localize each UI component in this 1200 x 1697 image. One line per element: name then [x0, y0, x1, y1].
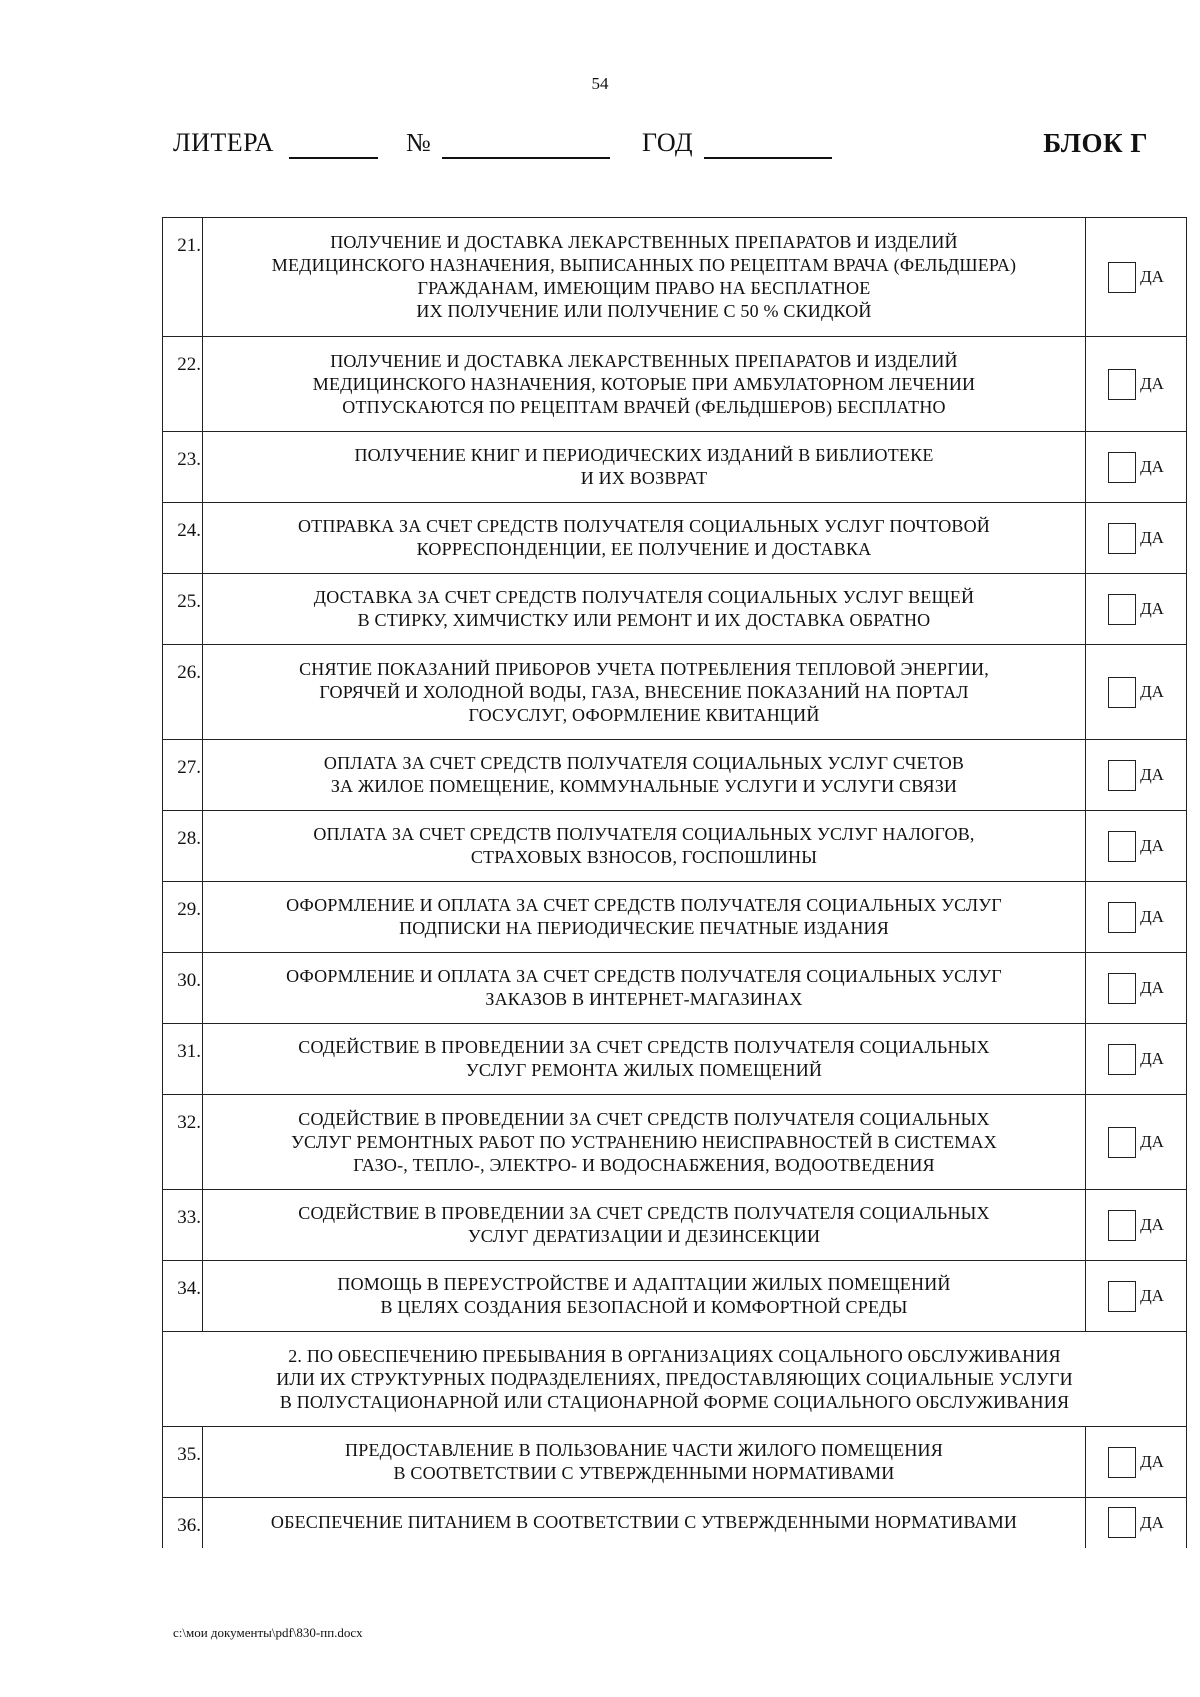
yes-cell	[1086, 1190, 1187, 1261]
block-label: БЛОК Г	[1043, 128, 1148, 158]
yes-checkbox[interactable]	[1108, 523, 1136, 554]
yes-label: ДА	[1140, 1215, 1164, 1234]
service-description	[203, 1261, 1086, 1332]
row-number: 22.	[163, 337, 203, 432]
yes-checkbox[interactable]	[1108, 677, 1136, 708]
service-description	[203, 882, 1086, 953]
yes-label: ДА	[1140, 836, 1164, 855]
row-number: 33.	[163, 1190, 203, 1261]
service-description-line: ПОЛУЧЕНИЕ И ДОСТАВКА ЛЕКАРСТВЕННЫХ ПРЕПАРАТОВ И ИЗДЕЛИЙ	[330, 350, 958, 371]
row-number: 26.	[163, 645, 203, 740]
litera-field[interactable]	[289, 157, 378, 159]
yes-cell	[1086, 432, 1187, 503]
service-description-line: ГРАЖДАНАМ, ИМЕЮЩИМ ПРАВО НА БЕСПЛАТНОЕ	[417, 278, 871, 298]
yes-cell	[1086, 1498, 1187, 1548]
service-description-line: ОТПРАВКА ЗА СЧЕТ СРЕДСТВ ПОЛУЧАТЕЛЯ СОЦИАЛЬНЫХ УСЛУГ ПОЧТОВОЙ	[297, 516, 991, 536]
service-row	[163, 1190, 1187, 1261]
service-description	[203, 337, 1086, 432]
service-row	[163, 1427, 1187, 1498]
service-description-line: ГОСУСЛУГ, ОФОРМЛЕНИЕ КВИТАНЦИЙ	[468, 704, 820, 725]
yes-option[interactable]	[1086, 1210, 1186, 1241]
yes-option[interactable]	[1086, 1281, 1186, 1312]
yes-checkbox[interactable]	[1108, 831, 1136, 862]
year-field[interactable]	[704, 157, 832, 159]
service-description	[203, 645, 1086, 740]
service-description	[203, 1024, 1086, 1095]
yes-cell	[1086, 503, 1187, 574]
row-number: 27.	[163, 740, 203, 811]
row-number: 30.	[163, 953, 203, 1024]
yes-checkbox[interactable]	[1108, 262, 1136, 293]
service-row	[163, 218, 1187, 337]
number-label: №	[406, 128, 432, 157]
yes-label: ДА	[1140, 682, 1164, 701]
service-description	[203, 1190, 1086, 1261]
service-description-line: ОТПУСКАЮТСЯ ПО РЕЦЕПТАМ ВРАЧЕЙ (ФЕЛЬДШЕРОВ) БЕСПЛАТНО	[342, 396, 946, 417]
yes-cell	[1086, 1024, 1187, 1095]
row-number: 31.	[163, 1024, 203, 1095]
service-description-line: И ИХ ВОЗВРАТ	[580, 468, 708, 488]
yes-checkbox[interactable]	[1108, 973, 1136, 1004]
service-description-line: СОДЕЙСТВИЕ В ПРОВЕДЕНИИ ЗА СЧЕТ СРЕДСТВ ПОЛУЧАТЕЛЯ СОЦИАЛЬНЫХ	[298, 1037, 990, 1057]
service-row	[163, 337, 1187, 432]
service-description	[203, 1095, 1086, 1190]
service-description-line: УСЛУГ РЕМОНТНЫХ РАБОТ ПО УСТРАНЕНИЮ НЕИСПРАВНОСТЕЙ В СИСТЕМАХ	[291, 1131, 997, 1152]
yes-option[interactable]	[1086, 369, 1186, 400]
yes-cell	[1086, 1095, 1187, 1190]
yes-option[interactable]	[1086, 594, 1186, 625]
yes-label: ДА	[1140, 528, 1164, 547]
service-description-line: СОДЕЙСТВИЕ В ПРОВЕДЕНИИ ЗА СЧЕТ СРЕДСТВ ПОЛУЧАТЕЛЯ СОЦИАЛЬНЫХ	[298, 1108, 990, 1129]
service-description-line: ЗА ЖИЛОЕ ПОМЕЩЕНИЕ, КОММУНАЛЬНЫЕ УСЛУГИ И УСЛУГИ СВЯЗИ	[330, 776, 958, 796]
row-number: 35.	[163, 1427, 203, 1498]
yes-label: ДА	[1140, 457, 1164, 476]
yes-option[interactable]	[1086, 760, 1186, 791]
service-description-line: В ЦЕЛЯХ СОЗДАНИЯ БЕЗОПАСНОЙ И КОМФОРТНОЙ СРЕДЫ	[380, 1297, 908, 1317]
page-number: 54	[591, 74, 609, 93]
yes-option[interactable]	[1086, 973, 1186, 1004]
service-row	[163, 432, 1187, 503]
yes-option[interactable]	[1086, 523, 1186, 554]
yes-option[interactable]	[1086, 1507, 1186, 1538]
yes-cell	[1086, 1427, 1187, 1498]
yes-label: ДА	[1140, 907, 1164, 926]
service-description-line: КОРРЕСПОНДЕНЦИИ, ЕЕ ПОЛУЧЕНИЕ И ДОСТАВКА	[416, 539, 872, 559]
row-number: 28.	[163, 811, 203, 882]
yes-label: ДА	[1140, 1132, 1164, 1151]
section-heading	[163, 1332, 1187, 1427]
service-description-line: ОФОРМЛЕНИЕ И ОПЛАТА ЗА СЧЕТ СРЕДСТВ ПОЛУЧАТЕЛЯ СОЦИАЛЬНЫХ УСЛУГ	[286, 895, 1002, 915]
yes-checkbox[interactable]	[1108, 902, 1136, 933]
service-description-line: МЕДИЦИНСКОГО НАЗНАЧЕНИЯ, КОТОРЫЕ ПРИ АМБУЛАТОРНОМ ЛЕЧЕНИИ	[312, 373, 976, 394]
service-description-line: ОПЛАТА ЗА СЧЕТ СРЕДСТВ ПОЛУЧАТЕЛЯ СОЦИАЛЬНЫХ УСЛУГ НАЛОГОВ,	[313, 824, 975, 844]
service-description	[203, 953, 1086, 1024]
service-description-line: СНЯТИЕ ПОКАЗАНИЙ ПРИБОРОВ УЧЕТА ПОТРЕБЛЕНИЯ ТЕПЛОВОЙ ЭНЕРГИИ,	[299, 658, 989, 679]
service-description	[203, 432, 1086, 503]
service-row	[163, 953, 1187, 1024]
service-row	[163, 1095, 1187, 1190]
yes-checkbox[interactable]	[1108, 1044, 1136, 1075]
service-description-line: ЗАКАЗОВ В ИНТЕРНЕТ-МАГАЗИНАХ	[485, 989, 803, 1009]
service-description-line: СОДЕЙСТВИЕ В ПРОВЕДЕНИИ ЗА СЧЕТ СРЕДСТВ ПОЛУЧАТЕЛЯ СОЦИАЛЬНЫХ	[298, 1203, 990, 1223]
yes-option[interactable]	[1086, 262, 1186, 293]
service-description-line: СТРАХОВЫХ ВЗНОСОВ, ГОСПОШЛИНЫ	[470, 847, 818, 867]
yes-label: ДА	[1140, 1452, 1164, 1471]
yes-cell	[1086, 1261, 1187, 1332]
service-row	[163, 574, 1187, 645]
yes-checkbox[interactable]	[1108, 1507, 1136, 1538]
service-description-line: ПОЛУЧЕНИЕ КНИГ И ПЕРИОДИЧЕСКИХ ИЗДАНИЙ В БИБЛИОТЕКЕ	[354, 445, 934, 465]
yes-option[interactable]	[1086, 902, 1186, 933]
row-number: 24.	[163, 503, 203, 574]
service-row	[163, 1024, 1187, 1095]
yes-checkbox[interactable]	[1108, 452, 1136, 483]
row-number: 34.	[163, 1261, 203, 1332]
service-description	[203, 740, 1086, 811]
footer-file-path: c:\мои документы\pdf\830-пп.docx	[173, 1625, 363, 1640]
section-heading-line: В ПОЛУСТАЦИОНАРНОЙ ИЛИ СТАЦИОНАРНОЙ ФОРМЕ СОЦИАЛЬНОГО ОБСЛУЖИВАНИЯ	[279, 1391, 1070, 1412]
service-description-line: ПРЕДОСТАВЛЕНИЕ В ПОЛЬЗОВАНИЕ ЧАСТИ ЖИЛОГО ПОМЕЩЕНИЯ	[345, 1440, 943, 1460]
service-row	[163, 503, 1187, 574]
yes-label: ДА	[1140, 374, 1164, 393]
services-table	[162, 217, 1187, 1548]
yes-option[interactable]	[1086, 1447, 1186, 1478]
yes-option[interactable]	[1086, 1127, 1186, 1158]
service-description	[203, 218, 1086, 337]
service-description-line: ДОСТАВКА ЗА СЧЕТ СРЕДСТВ ПОЛУЧАТЕЛЯ СОЦИАЛЬНЫХ УСЛУГ ВЕЩЕЙ	[313, 587, 975, 607]
section-heading-row	[163, 1332, 1187, 1427]
yes-label: ДА	[1140, 1286, 1164, 1305]
service-description-line: ГАЗО-, ТЕПЛО-, ЭЛЕКТРО- И ВОДОСНАБЖЕНИЯ, ВОДООТВЕДЕНИЯ	[353, 1154, 935, 1175]
service-description-line: УСЛУГ ДЕРАТИЗАЦИИ И ДЕЗИНСЕКЦИИ	[467, 1226, 821, 1246]
yes-cell	[1086, 337, 1187, 432]
service-description-line: ОФОРМЛЕНИЕ И ОПЛАТА ЗА СЧЕТ СРЕДСТВ ПОЛУЧАТЕЛЯ СОЦИАЛЬНЫХ УСЛУГ	[286, 966, 1002, 986]
service-description	[203, 574, 1086, 645]
service-description-line: ОБЕСПЕЧЕНИЕ ПИТАНИЕМ В СООТВЕТСТВИИ С УТВЕРЖДЕННЫМИ НОРМАТИВАМИ	[270, 1512, 1018, 1533]
service-description-line: УСЛУГ РЕМОНТА ЖИЛЫХ ПОМЕЩЕНИЙ	[465, 1060, 823, 1080]
service-description-line: ГОРЯЧЕЙ И ХОЛОДНОЙ ВОДЫ, ГАЗА, ВНЕСЕНИЕ ПОКАЗАНИЙ НА ПОРТАЛ	[319, 681, 969, 702]
service-description	[203, 1498, 1086, 1548]
service-description-line: ПОДПИСКИ НА ПЕРИОДИЧЕСКИЕ ПЕЧАТНЫЕ ИЗДАНИЯ	[399, 918, 889, 938]
row-number: 36.	[163, 1498, 203, 1548]
section-heading-line: 2. ПО ОБЕСПЕЧЕНИЮ ПРЕБЫВАНИЯ В ОРГАНИЗАЦИЯХ СОЦАЛЬНОГО ОБСЛУЖИВАНИЯ	[288, 1345, 1061, 1366]
yes-label: ДА	[1140, 978, 1164, 997]
row-number: 32.	[163, 1095, 203, 1190]
year-label: ГОД	[642, 128, 694, 157]
litera-label: ЛИТЕРА	[173, 128, 275, 157]
yes-checkbox[interactable]	[1108, 1281, 1136, 1312]
row-number: 25.	[163, 574, 203, 645]
service-row	[163, 645, 1187, 740]
service-row	[163, 1498, 1187, 1548]
service-description	[203, 1427, 1086, 1498]
service-row	[163, 1261, 1187, 1332]
service-row	[163, 740, 1187, 811]
service-description	[203, 503, 1086, 574]
yes-label: ДА	[1140, 267, 1164, 286]
form-header	[173, 124, 1148, 164]
service-description-line: В СООТВЕТСТВИИ С УТВЕРЖДЕННЫМИ НОРМАТИВАМИ	[393, 1463, 895, 1483]
yes-cell	[1086, 740, 1187, 811]
yes-cell	[1086, 574, 1187, 645]
yes-checkbox[interactable]	[1108, 1210, 1136, 1241]
yes-checkbox[interactable]	[1108, 594, 1136, 625]
service-description-line: ПОЛУЧЕНИЕ И ДОСТАВКА ЛЕКАРСТВЕННЫХ ПРЕПАРАТОВ И ИЗДЕЛИЙ	[330, 232, 958, 252]
yes-label: ДА	[1140, 1049, 1164, 1068]
service-row	[163, 882, 1187, 953]
yes-checkbox[interactable]	[1108, 1127, 1136, 1158]
service-description-line: МЕДИЦИНСКОГО НАЗНАЧЕНИЯ, ВЫПИСАННЫХ ПО РЕЦЕПТАМ ВРАЧА (ФЕЛЬДШЕРА)	[271, 255, 1017, 275]
yes-cell	[1086, 811, 1187, 882]
yes-checkbox[interactable]	[1108, 369, 1136, 400]
row-number: 29.	[163, 882, 203, 953]
service-description	[203, 811, 1086, 882]
yes-option[interactable]	[1086, 452, 1186, 483]
service-description-line: В СТИРКУ, ХИМЧИСТКУ ИЛИ РЕМОНТ И ИХ ДОСТАВКА ОБРАТНО	[357, 610, 931, 630]
yes-option[interactable]	[1086, 831, 1186, 862]
yes-checkbox[interactable]	[1108, 760, 1136, 791]
service-description-line: ПОМОЩЬ В ПЕРЕУСТРОЙСТВЕ И АДАПТАЦИИ ЖИЛЫХ ПОМЕЩЕНИЙ	[337, 1274, 951, 1294]
yes-cell	[1086, 645, 1187, 740]
yes-cell	[1086, 218, 1187, 337]
yes-label: ДА	[1140, 599, 1164, 618]
yes-cell	[1086, 953, 1187, 1024]
yes-option[interactable]	[1086, 1044, 1186, 1075]
section-heading-line: ИЛИ ИХ СТРУКТУРНЫХ ПОДРАЗДЕЛЕНИЯХ, ПРЕДОСТАВЛЯЮЩИХ СОЦИАЛЬНЫЕ УСЛУГИ	[276, 1368, 1073, 1389]
service-description-line: ИХ ПОЛУЧЕНИЕ ИЛИ ПОЛУЧЕНИЕ С 50 % СКИДКОЙ	[416, 301, 872, 321]
service-description-line: ОПЛАТА ЗА СЧЕТ СРЕДСТВ ПОЛУЧАТЕЛЯ СОЦИАЛЬНЫХ УСЛУГ СЧЕТОВ	[323, 753, 965, 773]
number-field[interactable]	[442, 157, 610, 159]
yes-cell	[1086, 882, 1187, 953]
yes-label: ДА	[1140, 1512, 1164, 1532]
row-number: 21.	[163, 218, 203, 337]
yes-checkbox[interactable]	[1108, 1447, 1136, 1478]
row-number: 23.	[163, 432, 203, 503]
yes-label: ДА	[1140, 765, 1164, 784]
yes-option[interactable]	[1086, 677, 1186, 708]
service-row	[163, 811, 1187, 882]
